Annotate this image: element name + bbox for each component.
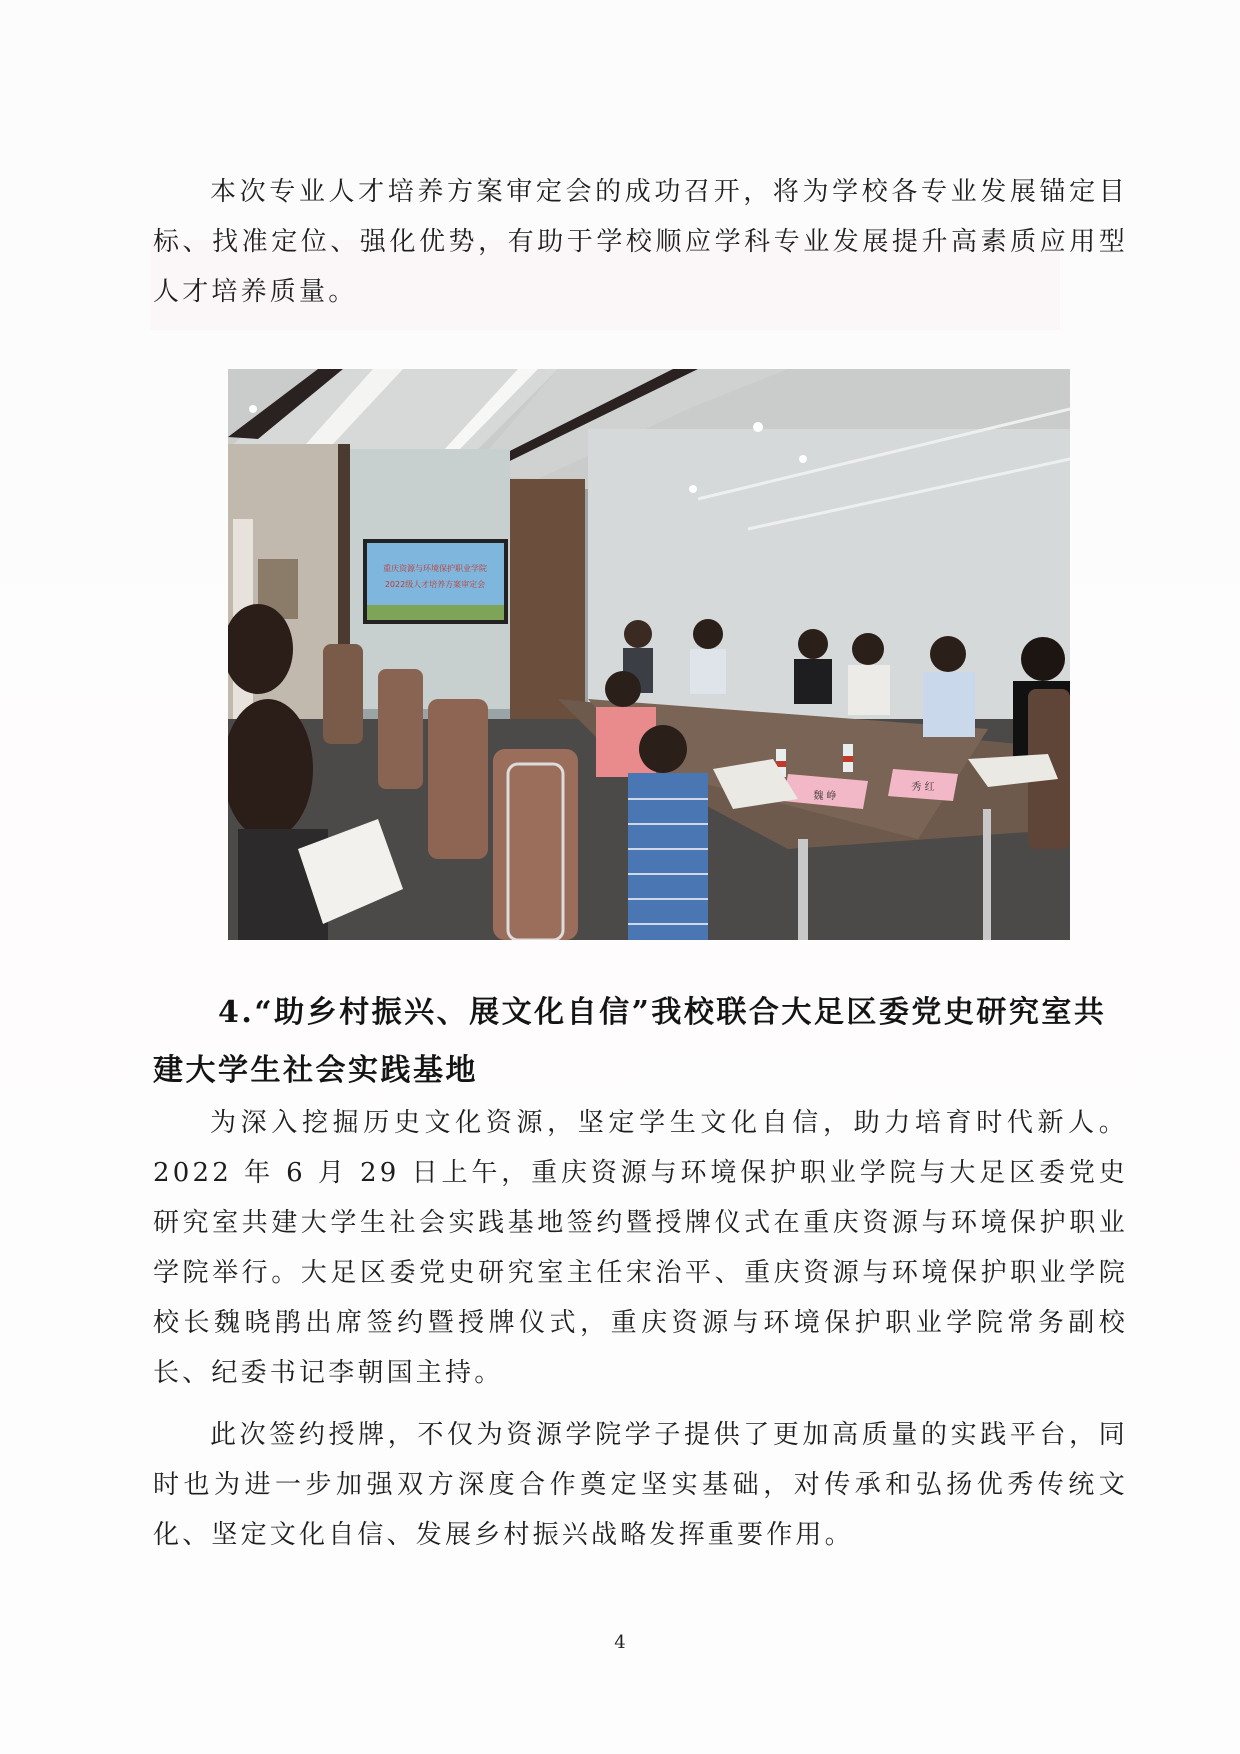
placard-1: 魏 峥	[813, 791, 837, 802]
placard-2: 秀 红	[911, 782, 935, 793]
body-paragraph-1: 为深入挖掘历史文化资源，坚定学生文化自信，助力培育时代新人。2022 年 6 月 29 日上午，重庆资源与环境保护职业学院与大足区委党史研究室共建大学生社会实践基地签约暨授牌仪式在重庆资源与环境保护职业学院举行。大足区委党史研究室主任宋治平、重庆资源与环境保护职业学院校长魏晓鹃出席签约暨授牌仪式，重庆资源与环境保护职业学院常务副校长、纪委书记李朝国主持。	[153, 1108, 1128, 1388]
page-number: 4	[614, 1632, 626, 1653]
meeting-photo	[228, 369, 1070, 940]
screen-line-1: 重庆资源与环境保护职业学院	[383, 564, 487, 573]
intro-paragraph: 本次专业人才培养方案审定会的成功召开，将为学校各专业发展锚定目标、找准定位、强化优势，有助于学校顺应学科专业发展提升高素质应用型人才培养质量。	[153, 177, 1128, 307]
body-paragraph-2: 此次签约授牌，不仅为资源学院学子提供了更加高质量的实践平台，同时也为进一步加强双方深度合作奠定坚实基础，对传承和弘扬优秀传统文化、坚定文化自信、发展乡村振兴战略发挥重要作用。	[153, 1420, 1128, 1550]
section-heading: 4.“助乡村振兴、展文化自信”我校联合大足区委党史研究室共建大学生社会实践基地	[153, 995, 1107, 1088]
body-text-block	[153, 1098, 1128, 1560]
screen-line-2: 2022级人才培养方案审定会	[384, 580, 486, 589]
intro-text-block	[153, 167, 1128, 317]
meeting-room-illustration	[228, 369, 1070, 940]
